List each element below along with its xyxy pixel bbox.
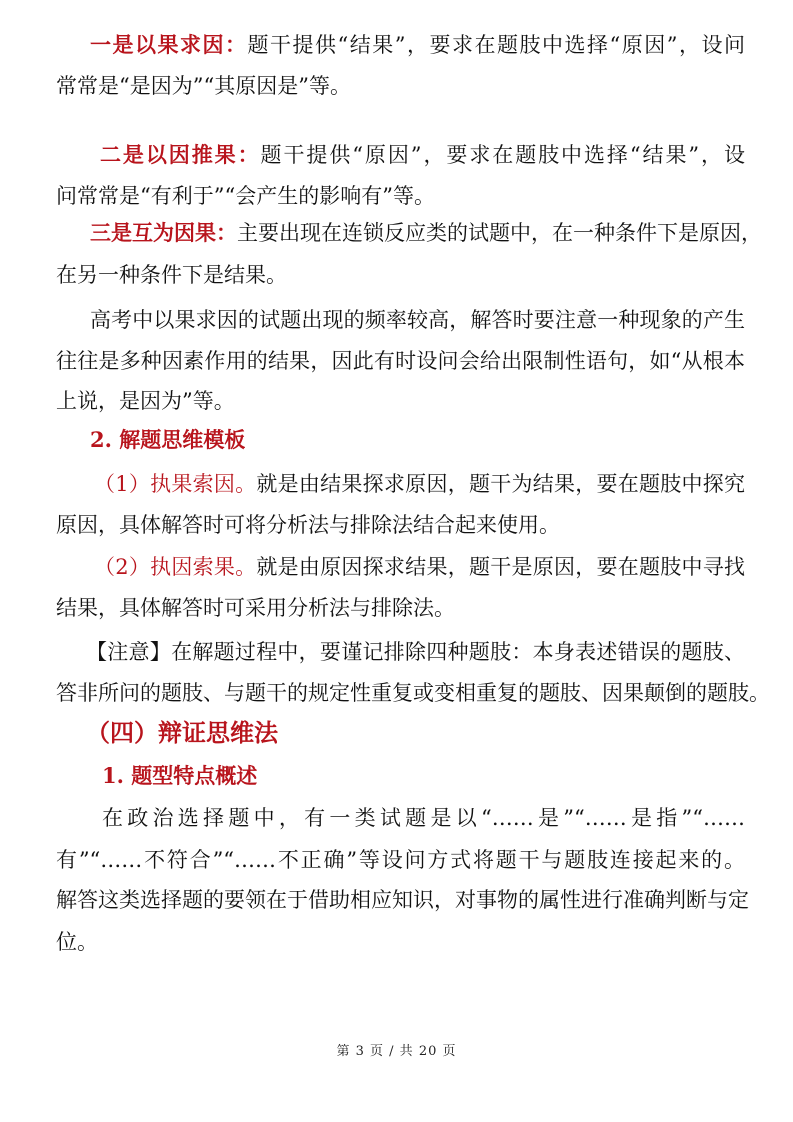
highlighted-term: 二是以因推果： <box>100 142 261 167</box>
highlighted-term: （四）辩证思维法 <box>86 718 278 747</box>
body-text: 往往是多种因素作用的结果，因此有时设问会给出限制性语句，如“从根本 <box>56 349 745 373</box>
text-line <box>56 510 745 540</box>
body-text: 答非所问的题肢、与题干的规定性重复或变相重复的题肢、因果颠倒的题肢。 <box>56 681 770 705</box>
highlighted-term: 一是以果求因： <box>90 32 248 57</box>
text-line <box>90 30 745 60</box>
text-line <box>56 593 745 623</box>
body-text: 高考中以果求因的试题出现的频率较高，解答时要注意一种现象的产生 <box>90 308 745 332</box>
text-line <box>90 425 745 455</box>
body-text: 位。 <box>56 930 98 954</box>
text-line <box>94 552 745 582</box>
highlighted-term: 2. 解题思维模板 <box>90 427 246 452</box>
body-text: 题干提供“原因”，要求在题肢中选择“结果”，设 <box>260 143 745 167</box>
page-footer: 第 3 页 / 共 20 页 <box>336 1044 457 1059</box>
section-heading <box>86 718 745 748</box>
highlighted-term: 1. 题型特点概述 <box>102 763 258 788</box>
body-text: 在政治选择题中，有一类试题是以“……是”“……是指”“…… <box>102 806 745 830</box>
text-line <box>56 260 745 290</box>
body-text: 解答这类选择题的要领在于借助相应知识，对事物的属性进行准确判断与定 <box>56 888 749 912</box>
highlighted-term: （2）执因索果。 <box>94 555 257 579</box>
body-text: 题干提供“结果”，要求在题肢中选择“原因”，设问 <box>247 33 745 57</box>
body-text: 常常是“是因为”“其原因是”等。 <box>56 74 351 98</box>
text-line <box>90 305 745 335</box>
body-text: 结果，具体解答时可采用分析法与排除法。 <box>56 596 455 620</box>
text-line <box>86 637 745 667</box>
highlighted-term: 三是互为因果： <box>90 220 237 245</box>
highlighted-term: （1）执果索因。 <box>94 472 257 496</box>
text-line <box>100 140 745 170</box>
body-text: 有”“……不符合”“……不正确”等设问方式将题干与题肢连接起来的。 <box>56 848 745 872</box>
text-line <box>56 927 745 957</box>
text-line <box>90 218 762 248</box>
body-text: 就是由原因探求结果，题干是原因，要在题肢中寻找 <box>256 555 745 579</box>
body-text: 在另一种条件下是结果。 <box>56 263 287 287</box>
body-text: 上说，是因为”等。 <box>56 389 235 413</box>
body-text: 【注意】在解题过程中，要谨记排除四种题肢：本身表述错误的题肢、 <box>86 640 745 664</box>
body-text: 问常常是“有利于”“会产生的影响有”等。 <box>56 184 435 208</box>
text-line <box>56 346 745 376</box>
body-text: 就是由结果探求原因，题干为结果，要在题肢中探究 <box>256 472 745 496</box>
text-line <box>56 71 745 101</box>
text-line <box>56 845 745 875</box>
text-line <box>94 469 745 499</box>
text-line <box>56 678 770 708</box>
body-text: 主要出现在连锁反应类的试题中，在一种条件下是原因， <box>237 221 762 245</box>
text-line <box>56 181 745 211</box>
text-line <box>56 885 749 915</box>
text-line <box>56 386 745 416</box>
body-text: 原因，具体解答时可将分析法与排除法结合起来使用。 <box>56 513 560 537</box>
text-line <box>102 803 745 833</box>
text-line <box>102 761 745 791</box>
